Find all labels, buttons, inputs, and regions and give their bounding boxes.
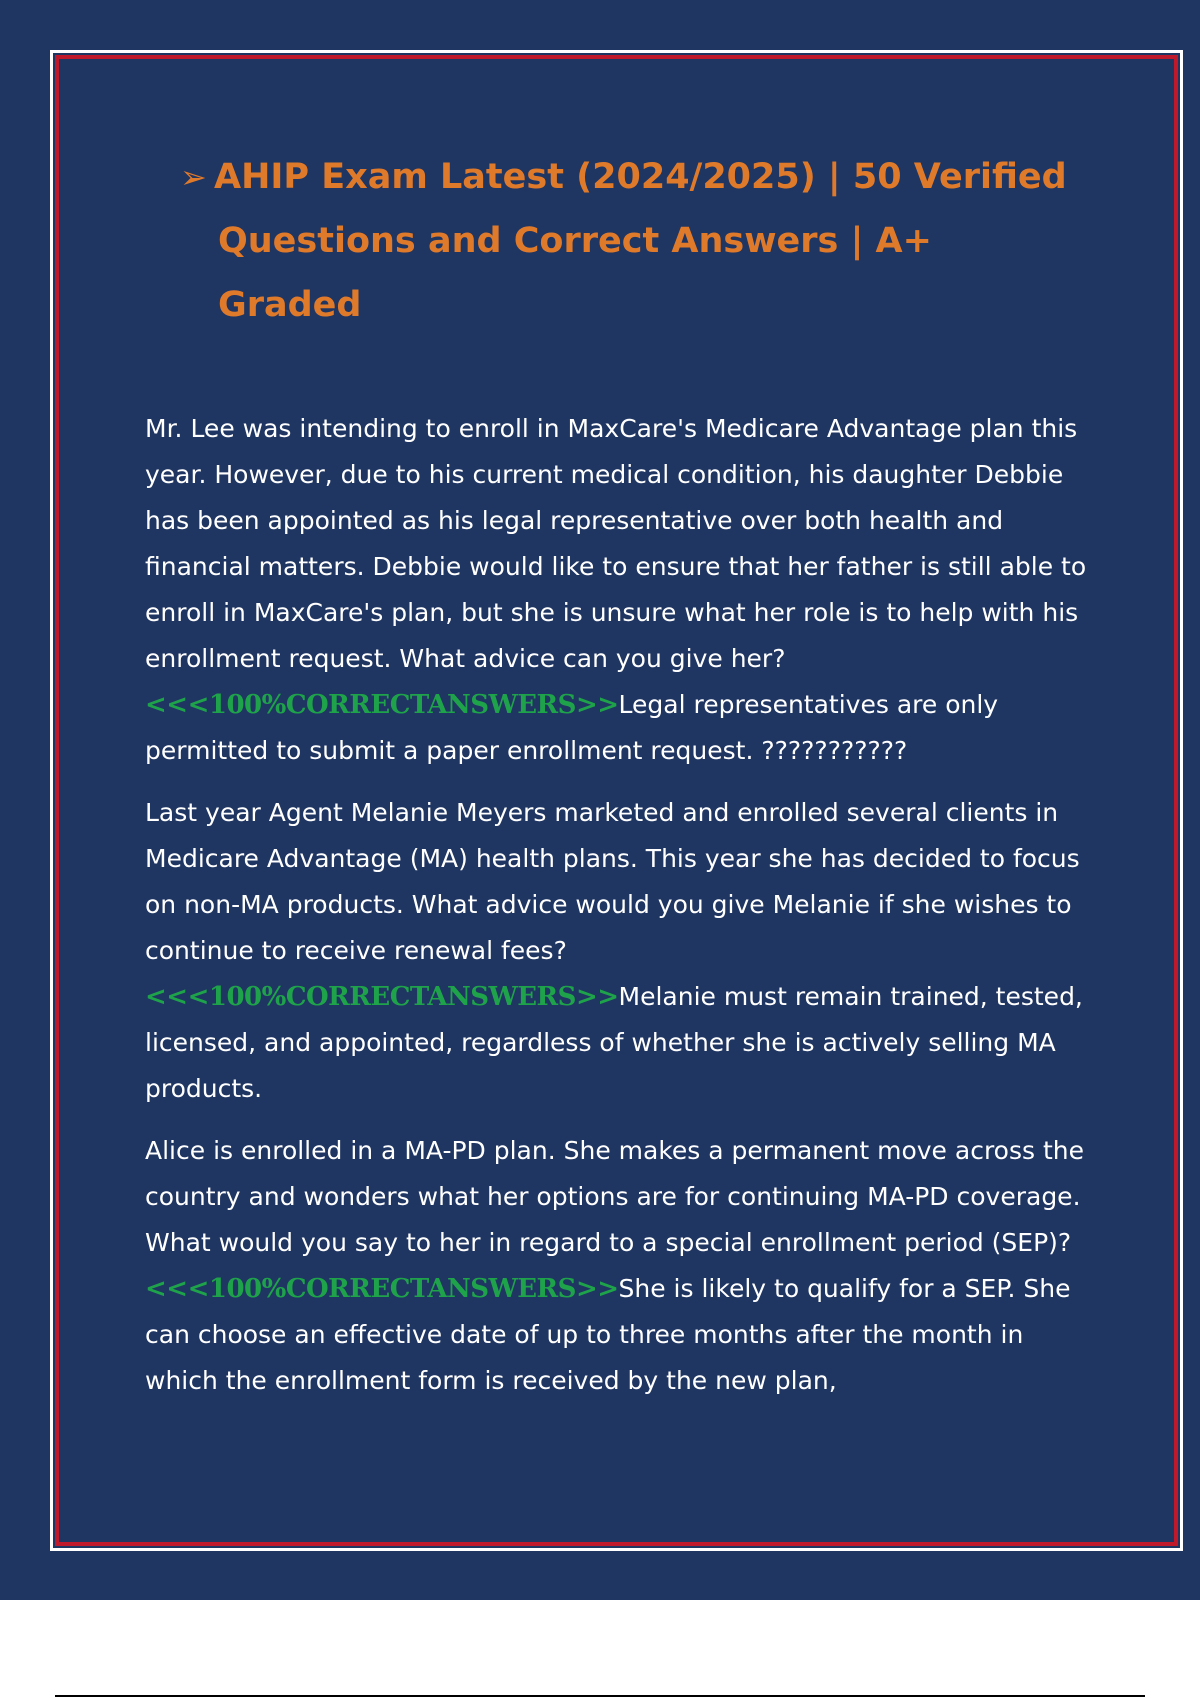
answer-text: Legal representatives are only permitted to submit a paper enrollment request. ???????????	[145, 690, 999, 765]
question-text: Last year Agent Melanie Meyers marketed and enrolled several clients in Medicare Advantage (MA) health plans. This year she has decided to focus on non-MA products. What advice would you give Melanie if she wishes to continue to receive renewal fees?	[145, 798, 1080, 965]
title-line-1: AHIP Exam Latest (2024/2025) | 50 Verified	[214, 157, 1067, 197]
question-list	[145, 406, 1090, 1420]
answer-tag: <<<100%CORRECTANSWERS>>	[145, 690, 619, 720]
question-item-2	[145, 790, 1090, 1112]
question-text: Mr. Lee was intending to enroll in MaxCare's Medicare Advantage plan this year. However, due to his current medical condition, his daughter Debbie has been appointed as his legal representative over both health and financial matters. Debbie would like to ensure that her father is still able to enroll in MaxCare's plan, but she is unsure what her role is to help with his enrollment request. What advice can you give her?	[145, 414, 1087, 673]
question-item-3	[145, 1128, 1090, 1404]
question-item-1	[145, 406, 1090, 774]
question-text: Alice is enrolled in a MA-PD plan. She makes a permanent move across the country and wonders what her options are for continuing MA-PD coverage. What would you say to her in regard to a special enrollment period (SEP)?	[145, 1136, 1085, 1257]
footer-divider	[55, 1695, 1145, 1697]
arrow-bullet-icon: ➢	[180, 158, 207, 196]
answer-tag: <<<100%CORRECTANSWERS>>	[145, 1274, 619, 1304]
answer-tag: <<<100%CORRECTANSWERS>>	[145, 982, 619, 1012]
answer-text: Melanie must remain trained, tested, licensed, and appointed, regardless of whether she is actively selling MA products.	[145, 982, 1083, 1103]
document-title	[180, 145, 1080, 337]
answer-text: She is likely to qualify for a SEP. She can choose an effective date of up to three months after the month in which the enrollment form is received by the new plan,	[145, 1274, 1071, 1395]
title-line-2: Questions and Correct Answers | A+ Graded	[218, 221, 932, 325]
